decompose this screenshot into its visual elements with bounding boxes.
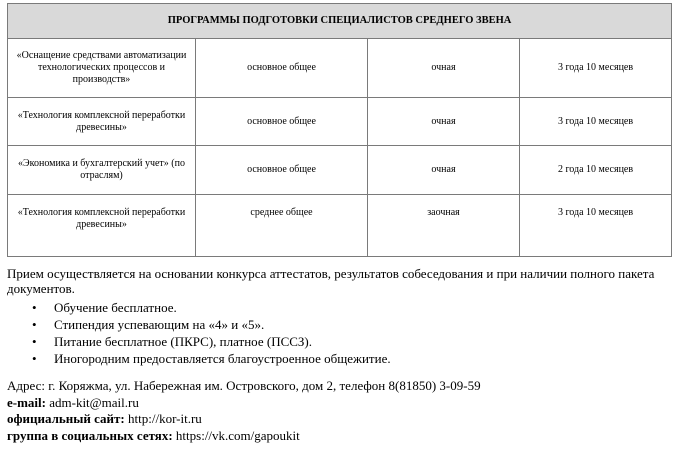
admission-info [7,266,671,367]
table-row [8,146,672,195]
social-label: группа в социальных сетях: [7,427,173,443]
bullet-icon: • [32,300,37,315]
address-line: Адрес: г. Коряжма, ул. Набережная им. Островского, дом 2, телефон 8(81850) 3-09-59 [7,378,481,393]
study-duration: 2 года 10 месяцев [520,146,672,195]
site-link[interactable]: http://kor-it.ru [128,411,202,426]
study-form: заочная [368,195,520,257]
program-name: «Технология комплексной переработки древесины» [8,98,196,146]
education-base: основное общее [196,39,368,98]
list-item: • Иногородним предоставляется благоустроенное общежитие. [32,351,391,366]
program-name: «Технология комплексной переработки древесины» [8,195,196,257]
study-form: очная [368,98,520,146]
site-line [7,411,481,428]
benefits-list [7,299,671,367]
study-form: очная [368,146,520,195]
study-form: очная [368,39,520,98]
education-base: среднее общее [196,195,368,257]
list-item: • Стипендия успевающим на «4» и «5». [32,317,265,332]
admission-intro: Прием осуществляется на основании конкурса аттестатов, результатов собеседования и при наличии полного пакета документов. [7,266,655,296]
study-duration: 3 года 10 месяцев [520,195,672,257]
study-duration: 3 года 10 месяцев [520,98,672,146]
programs-table [7,3,672,257]
bullet-icon: • [32,317,37,332]
email-label: e-mail: [7,394,46,410]
program-name: «Оснащение средствами автоматизации технологических процессов и производств» [8,39,196,98]
bullet-icon: • [32,334,37,349]
contacts-block [7,378,481,444]
education-base: основное общее [196,146,368,195]
study-duration: 3 года 10 месяцев [520,39,672,98]
email-line [7,395,481,412]
social-line [7,428,481,445]
list-item: • Питание бесплатное (ПКРС), платное (ПССЗ). [32,334,313,349]
bullet-icon: • [32,351,37,366]
site-label: официальный сайт: [7,411,125,426]
social-link[interactable]: https://vk.com/gapoukit [175,427,300,443]
table-row [8,39,672,98]
education-base: основное общее [196,98,368,146]
email-link[interactable]: adm-kit@mail.ru [49,394,139,410]
list-item: • Обучение бесплатное. [32,300,177,315]
table-row [8,98,672,146]
table-row [8,195,672,257]
program-name: «Экономика и бухгалтерский учет» (по отраслям) [8,146,196,195]
table-header: ПРОГРАММЫ ПОДГОТОВКИ СПЕЦИАЛИСТОВ СРЕДНЕГО ЗВЕНА [8,4,672,39]
